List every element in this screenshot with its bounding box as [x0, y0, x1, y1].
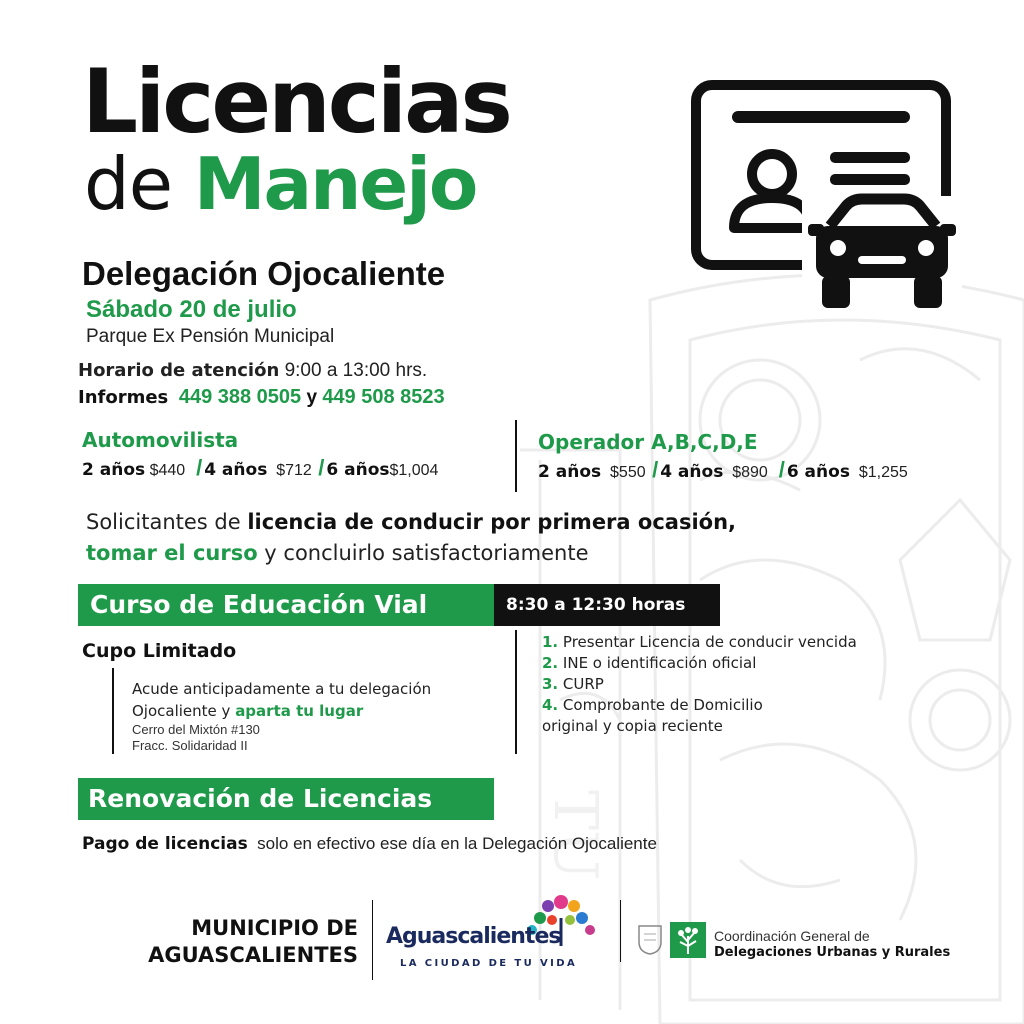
delegacion-heading: Delegación Ojocaliente: [82, 255, 446, 292]
phone-1: 449 388 0505: [178, 386, 302, 408]
operador-heading: Operador A,B,C,D,E: [538, 430, 758, 454]
solicitantes-notice: [86, 507, 736, 569]
municipio-line1: MUNICIPIO DE: [191, 916, 358, 940]
cupo-limitado: Cupo Limitado: [82, 640, 237, 662]
informes-label: Informes: [78, 387, 169, 408]
coordinacion-line2: Delegaciones Urbanas y Rurales: [714, 945, 951, 960]
list-item: [542, 653, 857, 674]
acude-line1: Acude anticipadamente a tu delegación: [132, 680, 432, 698]
address-line2: Fracc. Solidaridad II: [132, 738, 248, 753]
title-de: de: [84, 142, 194, 226]
page-subtitle: [84, 142, 477, 226]
req-text: original y copia reciente: [542, 717, 723, 735]
pago-line: [82, 834, 657, 854]
event-date: Sábado 20 de julio: [86, 296, 297, 323]
req-text: CURP: [562, 675, 604, 693]
requisitos-list: [542, 632, 857, 737]
price-years: 6 años: [326, 460, 390, 480]
coat-of-arms-icon: [636, 922, 664, 956]
aparta-lugar: aparta tu lugar: [235, 702, 364, 720]
horario-value: 9:00 a 13:00 hrs.: [284, 360, 428, 381]
req-text: INE o identificación oficial: [562, 654, 757, 672]
automovilista-heading: Automovilista: [82, 428, 239, 452]
page-title: Licencias: [82, 50, 510, 153]
req-num: 3.: [542, 675, 559, 693]
price-years: 4 años: [204, 460, 268, 480]
req-num: 2.: [542, 654, 559, 672]
pago-rest: solo en efectivo ese día en la Delegación Ojocaliente: [257, 834, 657, 853]
price-value: $890: [732, 464, 768, 481]
solic-d: y concluirlo satisfactoriamente: [257, 541, 589, 565]
phone-sep: y: [306, 387, 318, 408]
municipio-logo-text: [86, 915, 358, 969]
curso-banner: Curso de Educación Vial: [78, 584, 494, 626]
horario-label: Horario de atención: [78, 360, 280, 381]
solic-a: Solicitantes de: [86, 510, 248, 534]
req-text: Comprobante de Domicilio: [562, 696, 763, 714]
price-value: $440: [149, 462, 186, 479]
curso-time-banner: 8:30 a 12:30 horas: [494, 584, 720, 626]
divider: [515, 420, 517, 492]
informes-line: [78, 386, 445, 409]
price-value: $1,004: [389, 462, 439, 479]
operador-prices: 2 años $550 / 4 años $890 / 6 años $1,255: [538, 457, 908, 482]
list-item: [542, 695, 857, 716]
municipio-line2: AGUASCALIENTES: [148, 943, 358, 967]
list-item: [542, 632, 857, 653]
solic-c: tomar el curso: [86, 541, 258, 565]
price-years: 6 años: [786, 462, 850, 482]
title-manejo: Manejo: [193, 142, 477, 226]
price-value: $1,255: [858, 464, 908, 481]
pago-bold: Pago de licencias: [82, 834, 248, 854]
license-card-icon: [690, 78, 970, 318]
car-icon: [802, 196, 962, 316]
price-years: 2 años: [538, 462, 602, 482]
req-text: Presentar Licencia de conducir vencida: [562, 633, 857, 651]
acude-line2: [132, 702, 363, 720]
automovilista-prices: 2 años $440 / 4 años $712 / 6 años$1,004: [82, 455, 439, 480]
req-num: 1.: [542, 633, 559, 651]
delegaciones-tree-icon: [670, 922, 706, 958]
price-value: $712: [276, 462, 312, 479]
renovacion-banner: Renovación de Licencias: [78, 778, 494, 820]
price-value: $550: [610, 464, 646, 481]
coordinacion-line1: Coordinación General de: [714, 928, 870, 944]
req-num: 4.: [542, 696, 559, 714]
address-line1: Cerro del Mixtón #130: [132, 722, 260, 737]
divider: [620, 900, 621, 962]
horario-line: [78, 360, 427, 382]
phone-2: 449 508 8523: [322, 386, 445, 408]
list-item: [542, 674, 857, 695]
event-location: Parque Ex Pensión Municipal: [86, 326, 335, 347]
svg-text:TU: TU: [540, 790, 610, 881]
acude-ojo: Ojocaliente y: [132, 702, 236, 720]
solic-b: licencia de conducir por primera ocasión,: [247, 510, 736, 534]
divider: [112, 668, 114, 754]
divider: [515, 630, 517, 754]
aguascalientes-tagline: LA CIUDAD DE TU VIDA: [400, 958, 578, 969]
aguascalientes-wordmark: Aguascalientes: [386, 924, 561, 949]
price-years: 4 años: [660, 462, 724, 482]
price-years: 2 años: [82, 460, 146, 480]
list-item: [542, 716, 857, 737]
divider: [372, 900, 373, 980]
